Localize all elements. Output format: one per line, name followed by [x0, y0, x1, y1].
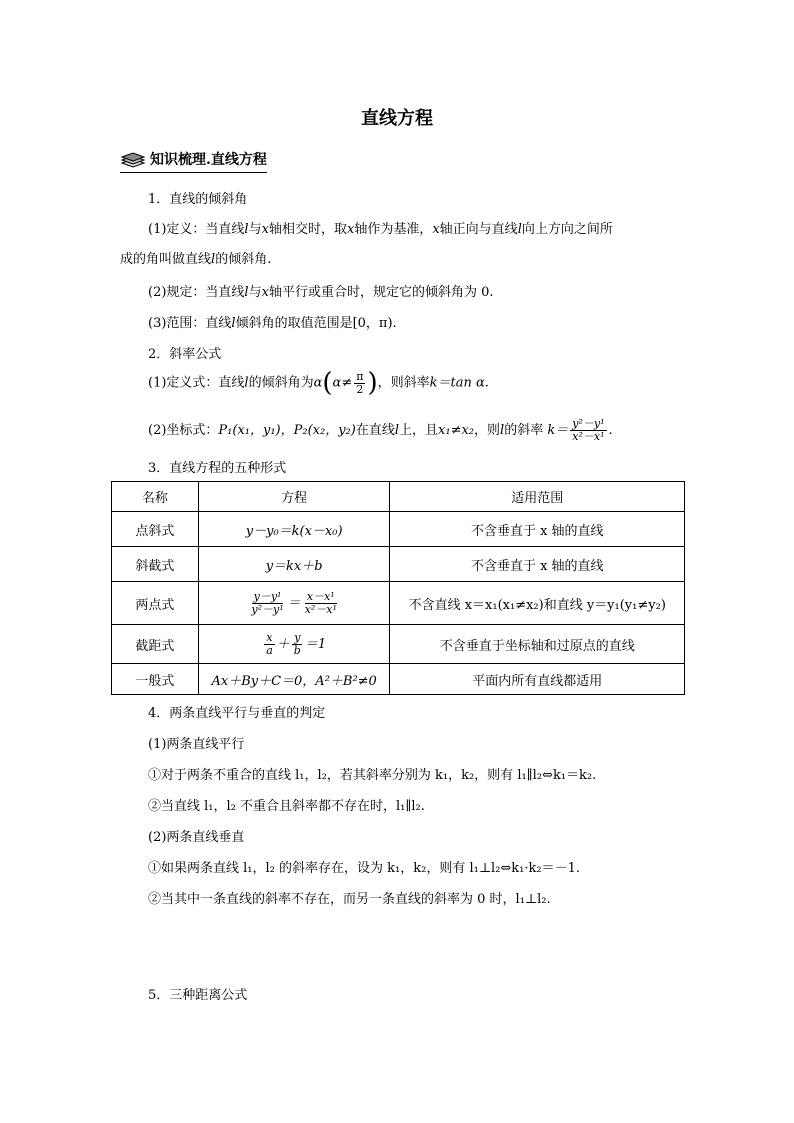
- s1-heading: 1．直线的倾斜角: [148, 192, 248, 207]
- s1-rule: (2)规定：当直线l与x轴平行或重合时，规定它的倾斜角为 0.: [148, 285, 494, 300]
- table-row: 斜截式 y＝kx＋b 不含垂直于 x 轴的直线: [112, 547, 685, 582]
- s4-parallel: (1)两条直线平行: [148, 737, 245, 752]
- s4-perpendicular: (2)两条直线垂直: [148, 830, 245, 845]
- section-header-text: 知识梳理.直线方程: [150, 152, 267, 168]
- s4-perpendicular-2: ②当其中一条直线的斜率不存在，而另一条直线的斜率为 0 时，l₁⊥l₂.: [148, 892, 551, 907]
- col-header: 适用范围: [390, 482, 685, 512]
- pi-over-2-fraction: $\frac{\pi}{2}$: [356, 369, 364, 396]
- page-title: 直线方程: [361, 108, 433, 129]
- s5-heading: 5．三种距离公式: [148, 988, 248, 1003]
- s4-parallel-2: ②当直线 l₁，l₂ 不重合且斜率都不存在时，l₁∥l₂.: [148, 799, 425, 814]
- books-icon: [120, 150, 146, 168]
- table-row: 截距式 $\frac{x}{a}$ ＋ $\frac{y}{b}$ ＝1 不含垂直于坐标轴和过原点的直线: [112, 625, 685, 664]
- s1-range: (3)范围：直线l倾斜角的取值范围是[0，π).: [148, 316, 397, 331]
- s4-parallel-1: ①对于两条不重合的直线 l₁，l₂，若其斜率分别为 k₁，k₂，则有 l₁∥l₂⇔k₁＝k₂.: [148, 768, 597, 783]
- table-row: 一般式 Ax＋By＋C＝0，A²＋B²≠0 平面内所有直线都适用: [112, 664, 685, 695]
- col-header: 名称: [112, 482, 199, 512]
- two-point-equation: $\frac{\text{y－y¹}}{\text{y²－y¹}}$ ＝ $\frac{\text{x－x¹}}{\text{x²－x¹}}$: [198, 582, 390, 625]
- s2-coordinate: (2)坐标式：P₁(x₁，y₁)，P₂(x₂，y₂)在直线l上，且x₁≠x₂，则l的斜率 k＝ $\frac{\text{y²－y¹}}{\text{x²－x¹}}$ .: [148, 417, 613, 443]
- s3-heading: 3．直线方程的五种形式: [148, 461, 287, 476]
- s1-definition: (1)定义：当直线l与x轴相交时，取x轴作为基准，x轴正向与直线l向上方向之间所: [148, 222, 613, 237]
- col-header: 方程: [198, 482, 390, 512]
- s2-definition: (1)定义式：直线l的倾斜角为α(α≠ $\frac{\pi}{2}$ )，则斜率k＝tan α.: [148, 368, 489, 398]
- line-forms-table: [111, 481, 685, 695]
- s1-definition-cont: 成的角叫做直线l的倾斜角.: [120, 252, 272, 267]
- table-row: 两点式 $\frac{\text{y－y¹}}{\text{y²－y¹}}$ ＝ $\frac{\text{x－x¹}}{\text{x²－x¹}}$ 不含直线 x＝x₁(x₁≠x₂)和直线 y＝y₁(y₁≠y₂): [112, 582, 685, 625]
- intercept-equation: $\frac{x}{a}$ ＋ $\frac{y}{b}$ ＝1: [198, 625, 390, 664]
- table-row: 点斜式 y－y₀＝k(x－x₀) 不含垂直于 x 轴的直线: [112, 512, 685, 547]
- table-header-row: [112, 482, 685, 512]
- section-header: [120, 148, 267, 173]
- s2-heading: 2．斜率公式: [148, 347, 222, 362]
- slope-fraction: $\frac{\text{y²－y¹}}{\text{x²－x¹}}$: [572, 417, 605, 443]
- s4-perpendicular-1: ①如果两条直线 l₁，l₂ 的斜率存在，设为 k₁，k₂，则有 l₁⊥l₂⇔k₁·k₂＝－1.: [148, 861, 581, 876]
- s4-heading: 4．两条直线平行与垂直的判定: [148, 706, 326, 721]
